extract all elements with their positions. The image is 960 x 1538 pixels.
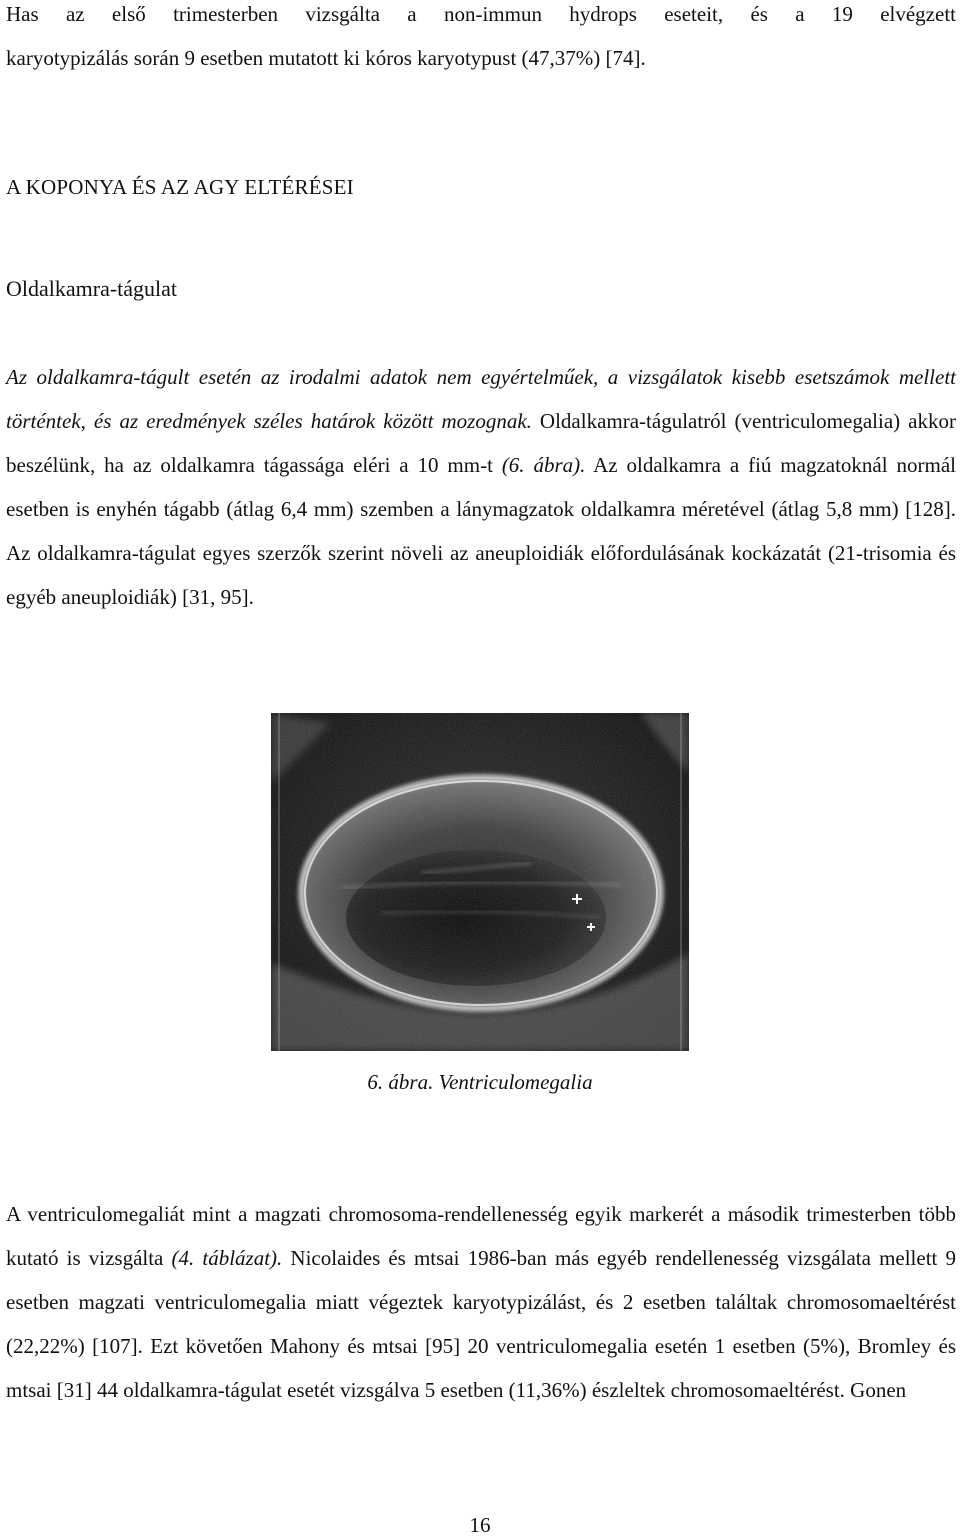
- ultrasound-image: [271, 713, 689, 1051]
- para2-text-1: A ventriculomegaliát mint a magzati chromosoma-rendellenesség egyik markerét a második trimesterben több kutató is vizsgálta: [6, 1202, 956, 1270]
- para1-italic-intro: Az oldalkamra-tágult esetén az irodalmi adatok nem egyértelműek, a vizsgálatok kisebb esetszámok mellett történtek, és az eredmények széles határok között mozognak.: [6, 365, 956, 433]
- subsection-heading: Oldalkamra-tágulat: [6, 276, 178, 301]
- table-reference: (4. táblázat).: [171, 1246, 283, 1270]
- para1-text-2: Az oldalkamra a fiú magzatoknál normál esetben is enyhén tágabb (átlag 6,4 mm) szemben a lánymagzatok oldalkamra méretével (átlag 5,8 mm) [128]. Az oldalkamra-tágulat egyes szerzők szerint növeli az aneuploidiák előfordulásának kockázatát (21-trisomia és egyéb aneuploidiák) [31, 95].: [6, 453, 956, 609]
- body-paragraph-1: [6, 355, 956, 619]
- figure-caption: 6. ábra. Ventriculomegalia: [367, 1070, 593, 1094]
- intro-line-1: Has az első trimesterben vizsgálta a non-immun hydrops eseteit, és a 19 elvégzett: [6, 2, 956, 26]
- ultrasound-figure: [271, 713, 689, 1051]
- figure-reference: (6. ábra).: [501, 453, 586, 477]
- intro-line-2: karyotypizálás során 9 esetben mutatott ki kóros karyotypust (47,37%) [74].: [6, 46, 646, 70]
- para1-text-1: Oldalkamra-tágulatról (ventriculomegalia) akkor beszélünk, ha az oldalkamra tágassága eléri a 10 mm-t: [6, 409, 956, 477]
- para2-text-2: Nicolaides és mtsai 1986-ban más egyéb rendellenesség vizsgálata mellett 9 esetben magzati ventriculomegalia miatt végeztek karyotypizálást, és 2 esetben találtak chromosomaeltérést (22,22%) [107]. Ezt követően Mahony és mtsai [95] 20 ventriculomegalia esetén 1 esetben (5%), Bromley és mtsai [31] 44 oldalkamra-tágulat esetét vizsgálva 5 esetben (11,36%) észleltek chromosomaeltérést. Gonen: [6, 1246, 957, 1402]
- page-number: 16: [469, 1513, 491, 1537]
- body-paragraph-2: [6, 1192, 956, 1412]
- section-heading: A KOPONYA ÉS AZ AGY ELTÉRÉSEI: [6, 175, 354, 199]
- intro-paragraph: [6, 0, 956, 80]
